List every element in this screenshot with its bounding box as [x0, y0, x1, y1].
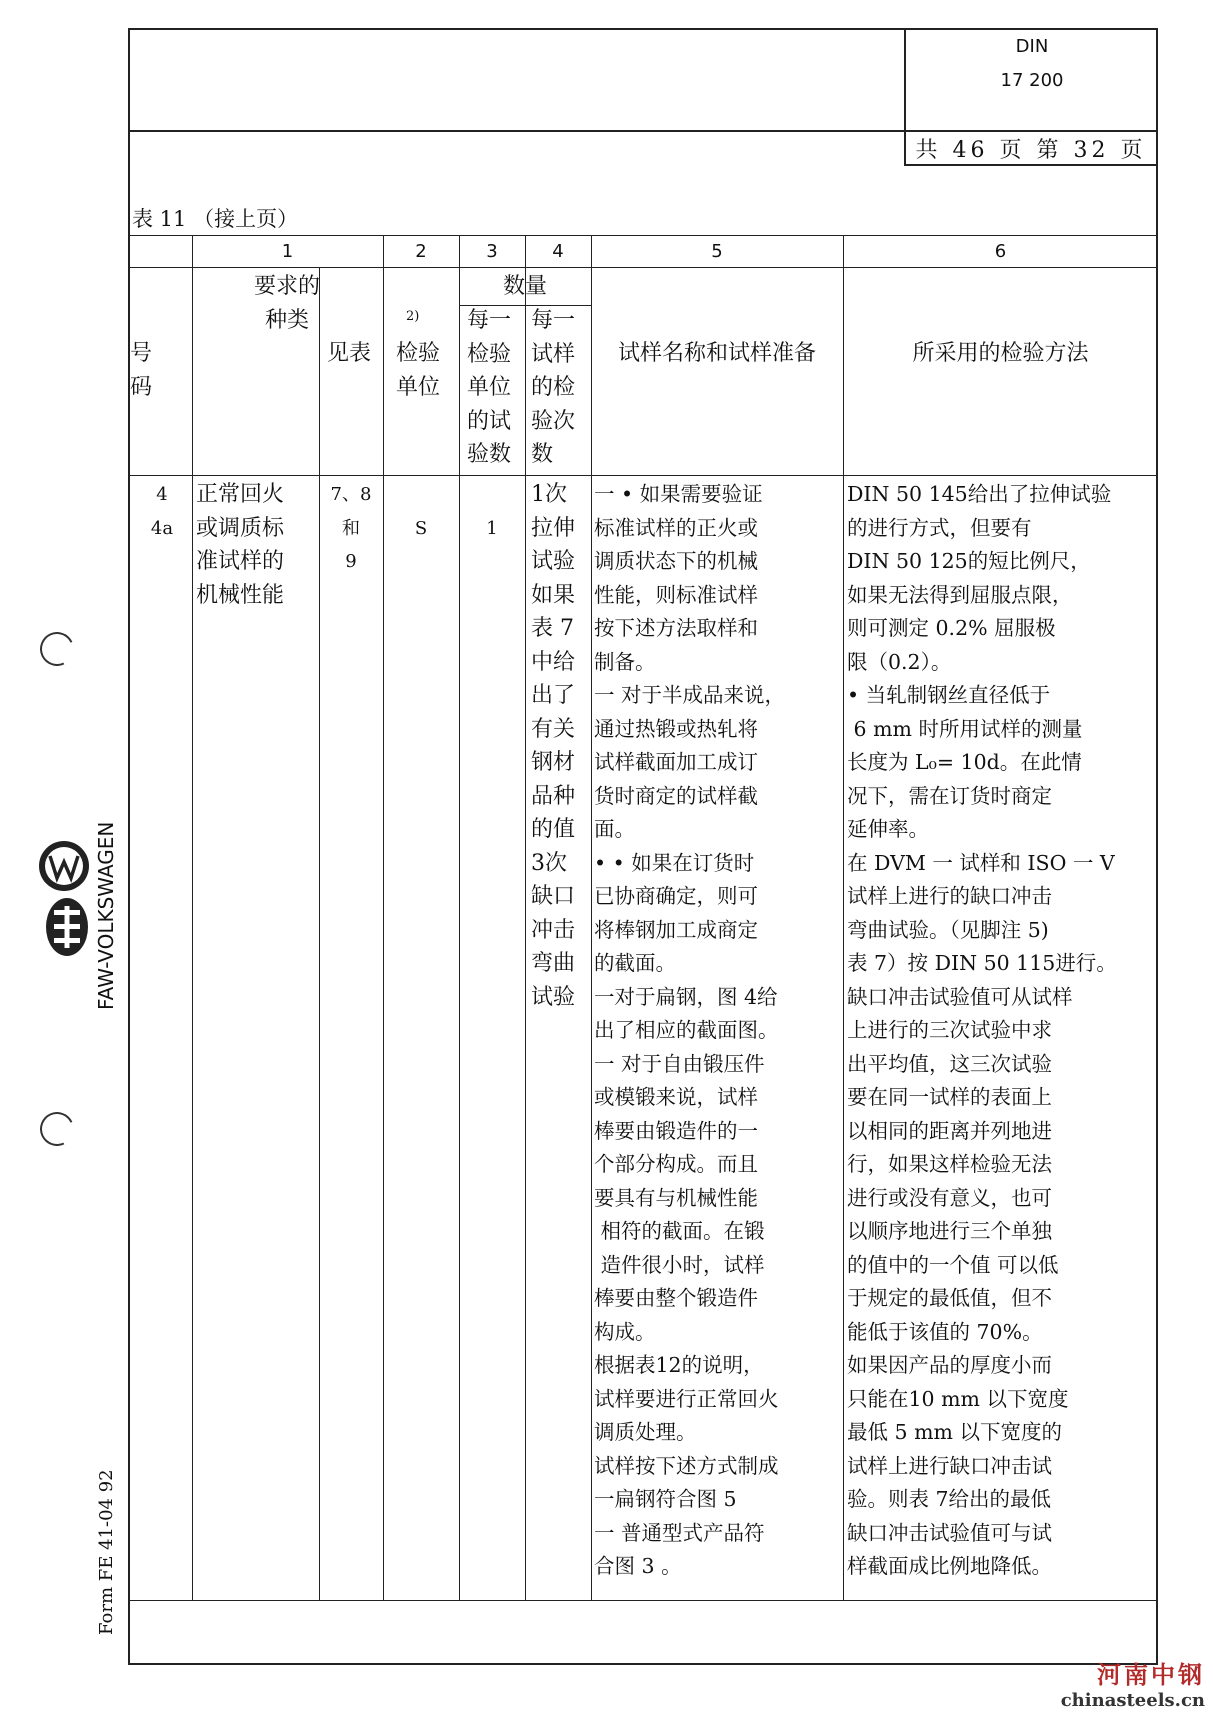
colno-3: 3	[486, 241, 498, 262]
vw-logo-icon	[36, 838, 92, 894]
header-quantity: 数量	[502, 274, 547, 299]
header-see-table: 见表	[327, 341, 372, 366]
col-divider	[459, 235, 460, 1600]
standard-number: 17 200	[1000, 70, 1064, 91]
row-unit: S	[414, 518, 428, 539]
header-no: 号 码	[130, 341, 153, 400]
col-divider	[383, 235, 384, 1600]
header-method: 所采用的检验方法	[912, 341, 1089, 366]
watermark-url: chinasteels.cn	[1060, 1690, 1205, 1711]
header-per-unit: 每一 检验 单位 的试 验数	[467, 308, 512, 467]
colno-6: 6	[994, 241, 1007, 262]
row-method: DIN 50 145给出了拉伸试验 的进行方式，但要有 DIN 50 125的短比例尺， 如果无法得到屈服点限， 则可测定 0.2% 屈服极 限（0.2）。 • 当轧制钢丝直径低于 6 mm 时所用试样的测量 长度为 L₀= 10d。在此情 况下，需在订货时商定 延伸率。 在 DVM 一 试样和 ISO 一 V 试样上进行的缺口冲击 弯曲试验。（见脚注 5) 表 7）按 DIN 50 115进行。 缺口冲击试验值可从试样 上进行的三次试验中求 出平均值，这三次试验 要在同一试样的表面上 以相同的距离并列地进 行，如果这样检验无法 进行或没有意义，也可 以顺序地进行三个单独 的值中的一个值 可以低 于规定的最低值，但不 能低于该值的 70%。 如果因产品的厚度小而 只能在10 mm 以下宽度 最低 5 mm 以下宽度的 试样上进行缺口冲击试 验。则表 7给出的最低 缺口冲击试验值可与试 样截面成比例地降低。	[847, 482, 1117, 1578]
row-specimen: 一 • 如果需要验证 标准试样的正火或 调质状态下的机械 性能，则标准试样 按下述方法取样和 制备。 一 对于半成品来说， 通过热锻或热轧将 试样截面加工成订 货时商定的试样截 面。 • • 如果在订货时 已协商确定，则可 将棒钢加工成商定 的截面。 一对于扁钢，图 4给 出了相应的截面图。 一 对于自由锻压件 或模锻来说，试样 棒要由锻造件的一 个部分构成。而且 要具有与机械性能 相符的截面。在锻 造件很小时，试样 棒要由整个锻造件 构成。 根据表12的说明， 试样要进行正常回火 调质处理。 试样按下述方式制成 一扁钢符合图 5 一 普通型式产品符 合图 3 。	[594, 482, 786, 1578]
punch-hole-icon	[35, 1107, 79, 1151]
colno-1: 1	[281, 241, 294, 262]
table-top-line	[128, 235, 1158, 236]
header-req-type: 要求的 种类	[253, 274, 320, 333]
row-see-table: 7、8 和 9	[330, 484, 372, 572]
colno-divider	[128, 267, 1158, 268]
col-divider	[192, 235, 193, 1600]
watermark-name: 河南中钢	[1097, 1660, 1205, 1689]
punch-hole-icon	[35, 627, 79, 671]
brand-name: FAW-VOLKSWAGEN	[94, 821, 118, 1010]
form-number: Form FE 41-04 92	[96, 1469, 117, 1635]
colno-4: 4	[552, 241, 564, 262]
watermark	[1061, 1655, 1205, 1711]
row-no: 4 4a	[150, 484, 174, 539]
row-per-unit: 1	[486, 518, 498, 539]
colno-2: 2	[415, 241, 427, 262]
header-unit-note: 2)	[406, 309, 420, 324]
col-divider	[591, 235, 592, 1600]
table-bottom-line	[128, 1600, 1158, 1601]
page-info: 共 46 页 第 32 页	[904, 132, 1158, 166]
header-unit: 检验 单位	[396, 341, 441, 400]
col-divider	[843, 235, 844, 1600]
col-divider	[525, 235, 526, 1600]
faw-logo-icon	[44, 896, 90, 958]
colno-5: 5	[711, 241, 723, 262]
col-divider	[319, 268, 320, 1600]
row-req-type: 正常回火 或调质标 准试样的 机械性能	[196, 482, 285, 608]
header-specimen: 试样名称和试样准备	[617, 341, 816, 366]
row-per-specimen: 1次 拉伸 试验 如果 表 7 中给 出了 有关 钢材 品种 的值 3次 缺口 冲击 弯曲 试验	[531, 482, 576, 1010]
header-per-specimen: 每一 试样 的检 验次 数	[531, 308, 576, 467]
standard-label: DIN	[1015, 36, 1049, 57]
header-bottom-line	[128, 475, 1158, 476]
table-caption: 表 11 （接上页）	[132, 207, 299, 231]
